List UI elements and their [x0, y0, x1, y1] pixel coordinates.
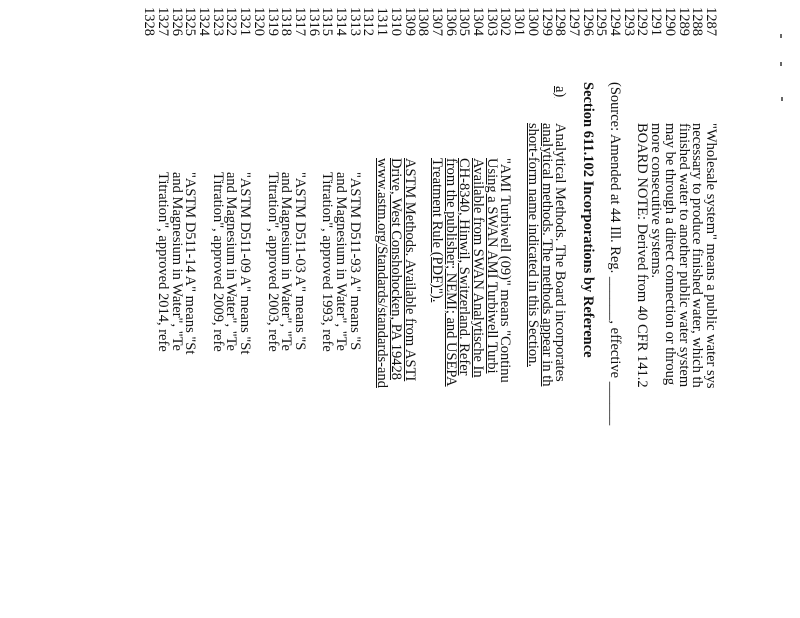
line-number: 1313: [346, 7, 363, 36]
line-text: Titration", approved 1993, refe: [319, 172, 336, 352]
line-number: 1317: [292, 7, 308, 36]
line-text: "AMI Turbiwell (09)" means "Continu: [497, 158, 514, 383]
line-text: Analytical Methods. The Board incorporates: [552, 123, 569, 382]
line-number: 1291: [648, 7, 665, 36]
line-text: ASTM Methods. Available from ASTI: [401, 158, 418, 382]
line-text: finished water to another public water system: [675, 123, 692, 388]
line-number: 1314: [333, 7, 350, 36]
line-number: 1306: [442, 7, 459, 36]
line-text: Titration", approved 2003, refe: [264, 172, 281, 352]
line-text: "ASTM D511-09 A" means "St: [237, 172, 254, 355]
line-number: 1288: [689, 7, 706, 36]
line-number: 1321: [237, 7, 254, 36]
line-number: 1295: [593, 7, 610, 36]
line-number: 1287: [703, 7, 719, 36]
line-number: 1307: [429, 7, 445, 36]
line-text: Drive, West Conshohocken, PA 19428: [387, 158, 404, 380]
line-number: 1326: [168, 7, 185, 36]
line-number: 1324: [196, 7, 213, 36]
line-text: www.astm.org/Standards/standards-and: [374, 158, 391, 388]
line-number: 1290: [661, 7, 678, 36]
line-text: may be through a direct connection or throug: [661, 123, 678, 386]
line-text: BOARD NOTE: Derived from 40 CFR 141.2: [634, 123, 651, 388]
line-number: 1318: [278, 7, 295, 36]
line-text: and Magnesium in Water", "Te: [168, 172, 185, 351]
line-number: 1297: [566, 7, 582, 36]
line-number: 1322: [223, 7, 240, 36]
line-text: analytical methods. The methods appear in th: [538, 123, 555, 387]
line-number: 1300: [524, 7, 541, 36]
line-number: 1292: [634, 7, 651, 36]
line-text: necessary to produce finished water, which th: [689, 123, 706, 388]
line-text: "Wholesale system" means a public water sys: [703, 123, 719, 389]
line-number: 1316: [305, 7, 322, 36]
line-text: "ASTM D511-03 A" means "S: [292, 172, 308, 351]
line-text: "ASTM D511-14 A" means "St: [182, 172, 199, 355]
line-text: CH-8340, Hinwil, Switzerland. Refer: [456, 158, 473, 376]
line-number: 1308: [415, 7, 432, 36]
line-number: 1293: [620, 7, 637, 36]
line-text: Titration", approved 2009, refe: [209, 172, 226, 352]
line-text: (Source: Amended at 44 Ill. Reg. ______, effective ______: [607, 82, 624, 426]
line-text: Titration", approved 2014, refe: [155, 172, 171, 352]
line-number: 1299: [538, 7, 555, 36]
line-text: Available from SWAN Analytische In: [470, 158, 487, 378]
line-number: 1311: [374, 7, 391, 36]
section-heading: Section 611.102 Incorporations by Reference: [579, 82, 596, 358]
line-number: 1320: [250, 7, 267, 36]
line-number: 1294: [607, 7, 624, 36]
line-number: 1303: [483, 7, 500, 36]
line-text: Treatment Rule (PDF)").: [429, 158, 445, 303]
line-text: from the publisher; NEMI; and USEPA: [442, 158, 459, 387]
line-text: "ASTM D511-93 A" means "S: [346, 172, 363, 351]
line-text: Using a SWAN AMI Turbiwell Turbi: [483, 158, 500, 374]
line-number: 1327: [155, 7, 171, 36]
line-number: 1302: [497, 7, 514, 36]
line-number: 1305: [456, 7, 473, 36]
line-text: and Magnesium in Water", "Te: [333, 172, 350, 351]
line-number: 1323: [209, 7, 226, 36]
subsection-label: a): [552, 86, 569, 98]
line-number: 1289: [675, 7, 692, 36]
line-number: 1310: [387, 7, 404, 36]
line-number: 1309: [401, 7, 418, 36]
line-text: short-form name indicated in this Section.: [524, 123, 541, 368]
line-text: and Magnesium in Water", "Te: [278, 172, 295, 351]
line-number: 1315: [319, 7, 336, 36]
line-number: 1298: [552, 7, 569, 36]
line-text: more consecutive systems.: [648, 123, 665, 279]
line-text: and Magnesium in Water", "Te: [223, 172, 240, 351]
line-number: 1304: [470, 7, 487, 36]
line-number: 1325: [182, 7, 199, 36]
line-number: 1301: [511, 7, 528, 36]
line-number: 1296: [579, 7, 596, 36]
line-number: 1319: [264, 7, 281, 36]
line-number: 1328: [141, 7, 158, 36]
line-number: 1312: [360, 7, 377, 36]
